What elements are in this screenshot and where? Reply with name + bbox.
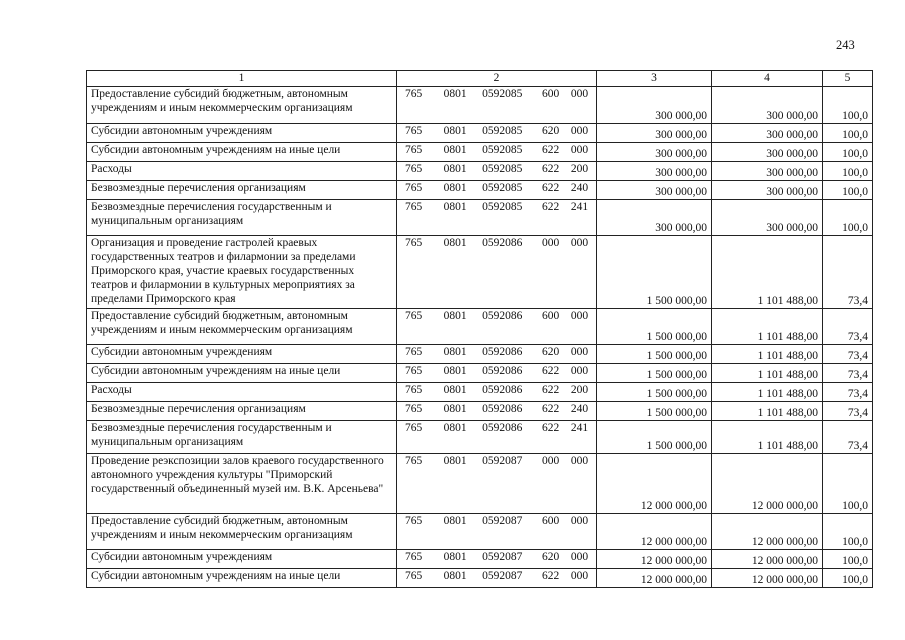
execution-percent: 73,4 [823,309,873,345]
section-code: 0801 [443,144,467,156]
table-row [87,421,873,454]
row-description: Субсидии автономным учреждениям на иные цели [87,569,397,588]
kosgu-code: 200 [570,163,589,175]
target-article-code: 0592085 [482,163,523,175]
row-description: Безвозмездные перечисления организациям [87,402,397,421]
table-row [87,550,873,569]
kosgu-code: 000 [570,455,589,467]
execution-percent: 100,0 [823,514,873,550]
table-row [87,181,873,200]
executed-amount: 12 000 000,00 [712,514,823,550]
table-row [87,143,873,162]
execution-percent: 73,4 [823,364,873,383]
execution-percent: 100,0 [823,143,873,162]
executed-amount: 12 000 000,00 [712,569,823,588]
ministry-code: 765 [405,201,423,213]
table-row [87,200,873,236]
row-codes [397,383,597,402]
planned-amount: 300 000,00 [597,181,712,200]
planned-amount: 1 500 000,00 [597,402,712,421]
executed-amount: 300 000,00 [712,143,823,162]
expense-type-code: 622 [541,570,560,582]
expense-type-code: 622 [541,163,560,175]
kosgu-code: 000 [570,125,589,137]
section-code: 0801 [443,125,467,137]
execution-percent: 100,0 [823,87,873,124]
planned-amount: 1 500 000,00 [597,364,712,383]
ministry-code: 765 [405,237,423,249]
header-col-4: 4 [712,71,823,87]
ministry-code: 765 [405,346,423,358]
target-article-code: 0592086 [482,422,523,434]
expense-type-code: 622 [541,422,560,434]
executed-amount: 300 000,00 [712,181,823,200]
target-article-code: 0592085 [482,201,523,213]
table-row [87,569,873,588]
row-description: Субсидии автономным учреждениям [87,124,397,143]
executed-amount: 1 101 488,00 [712,383,823,402]
kosgu-code: 240 [570,403,589,415]
planned-amount: 300 000,00 [597,143,712,162]
row-codes [397,345,597,364]
planned-amount: 1 500 000,00 [597,421,712,454]
section-code: 0801 [443,515,467,527]
kosgu-code: 241 [570,422,589,434]
execution-percent: 100,0 [823,124,873,143]
section-code: 0801 [443,310,467,322]
target-article-code: 0592086 [482,346,523,358]
section-code: 0801 [443,88,467,100]
ministry-code: 765 [405,182,423,194]
section-code: 0801 [443,201,467,213]
row-codes [397,421,597,454]
execution-percent: 73,4 [823,383,873,402]
table-row [87,345,873,364]
expense-type-code: 600 [541,310,560,322]
expense-type-code: 622 [541,365,560,377]
execution-percent: 100,0 [823,569,873,588]
expense-type-code: 000 [541,455,560,467]
execution-percent: 73,4 [823,345,873,364]
table-row [87,87,873,124]
executed-amount: 1 101 488,00 [712,421,823,454]
kosgu-code: 240 [570,182,589,194]
target-article-code: 0592087 [482,455,523,467]
ministry-code: 765 [405,422,423,434]
header-col-2: 2 [397,71,597,87]
header-col-3: 3 [597,71,712,87]
planned-amount: 12 000 000,00 [597,550,712,569]
row-codes [397,569,597,588]
row-codes [397,402,597,421]
section-code: 0801 [443,346,467,358]
row-description: Субсидии автономным учреждениям [87,345,397,364]
header-col-1: 1 [87,71,397,87]
kosgu-code: 000 [570,144,589,156]
executed-amount: 300 000,00 [712,200,823,236]
execution-percent: 73,4 [823,421,873,454]
target-article-code: 0592085 [482,182,523,194]
kosgu-code: 000 [570,570,589,582]
execution-percent: 100,0 [823,162,873,181]
executed-amount: 300 000,00 [712,87,823,124]
ministry-code: 765 [405,570,423,582]
target-article-code: 0592087 [482,515,523,527]
row-codes [397,364,597,383]
executed-amount: 1 101 488,00 [712,236,823,309]
ministry-code: 765 [405,551,423,563]
table-row [87,309,873,345]
section-code: 0801 [443,551,467,563]
row-description: Расходы [87,162,397,181]
expense-type-code: 622 [541,201,560,213]
execution-percent: 73,4 [823,402,873,421]
row-codes [397,454,597,514]
section-code: 0801 [443,455,467,467]
page-number: 243 [836,38,855,52]
row-description: Расходы [87,383,397,402]
executed-amount: 1 101 488,00 [712,364,823,383]
header-col-5: 5 [823,71,873,87]
execution-percent: 100,0 [823,181,873,200]
ministry-code: 765 [405,163,423,175]
budget-table [86,70,873,588]
planned-amount: 1 500 000,00 [597,309,712,345]
planned-amount: 300 000,00 [597,87,712,124]
row-description: Проведение реэкспозиции залов краевого государственного автономного учреждения культуры "Приморский государственный объединенный музей им. В.К. Арсеньева" [87,454,397,514]
expense-type-code: 620 [541,125,560,137]
expense-type-code: 622 [541,144,560,156]
row-description: Субсидии автономным учреждениям на иные цели [87,364,397,383]
expense-type-code: 000 [541,237,560,249]
row-description: Предоставление субсидий бюджетным, автономным учреждениям и иным некоммерческим организациям [87,309,397,345]
ministry-code: 765 [405,403,423,415]
row-codes [397,124,597,143]
planned-amount: 1 500 000,00 [597,236,712,309]
ministry-code: 765 [405,144,423,156]
executed-amount: 1 101 488,00 [712,309,823,345]
planned-amount: 300 000,00 [597,200,712,236]
planned-amount: 12 000 000,00 [597,569,712,588]
target-article-code: 0592086 [482,384,523,396]
table-header-row [87,71,873,87]
target-article-code: 0592086 [482,237,523,249]
section-code: 0801 [443,365,467,377]
planned-amount: 300 000,00 [597,124,712,143]
row-codes [397,514,597,550]
row-codes [397,143,597,162]
row-description: Организация и проведение гастролей краевых государственных театров и филармонии за пределами Приморского края, участие краевых государственных театров и филармонии в культурных мероприятиях за пределами Приморского края [87,236,397,309]
ministry-code: 765 [405,455,423,467]
table-row [87,454,873,514]
expense-type-code: 600 [541,515,560,527]
target-article-code: 0592085 [482,144,523,156]
section-code: 0801 [443,422,467,434]
execution-percent: 73,4 [823,236,873,309]
target-article-code: 0592086 [482,365,523,377]
executed-amount: 1 101 488,00 [712,345,823,364]
planned-amount: 300 000,00 [597,162,712,181]
expense-type-code: 622 [541,403,560,415]
target-article-code: 0592085 [482,88,523,100]
ministry-code: 765 [405,88,423,100]
execution-percent: 100,0 [823,550,873,569]
expense-type-code: 620 [541,551,560,563]
row-codes [397,550,597,569]
execution-percent: 100,0 [823,200,873,236]
executed-amount: 1 101 488,00 [712,402,823,421]
row-codes [397,87,597,124]
planned-amount: 12 000 000,00 [597,454,712,514]
ministry-code: 765 [405,384,423,396]
executed-amount: 300 000,00 [712,124,823,143]
expense-type-code: 600 [541,88,560,100]
planned-amount: 12 000 000,00 [597,514,712,550]
kosgu-code: 241 [570,201,589,213]
expense-type-code: 620 [541,346,560,358]
execution-percent: 100,0 [823,454,873,514]
kosgu-code: 000 [570,88,589,100]
section-code: 0801 [443,403,467,415]
ministry-code: 765 [405,515,423,527]
table-row [87,236,873,309]
kosgu-code: 200 [570,384,589,396]
table-row [87,364,873,383]
planned-amount: 1 500 000,00 [597,345,712,364]
target-article-code: 0592086 [482,403,523,415]
target-article-code: 0592085 [482,125,523,137]
table-row [87,514,873,550]
section-code: 0801 [443,163,467,175]
row-codes [397,309,597,345]
executed-amount: 300 000,00 [712,162,823,181]
row-codes [397,181,597,200]
kosgu-code: 000 [570,551,589,563]
kosgu-code: 000 [570,237,589,249]
ministry-code: 765 [405,125,423,137]
executed-amount: 12 000 000,00 [712,550,823,569]
row-description: Предоставление субсидий бюджетным, автономным учреждениям и иным некоммерческим организациям [87,514,397,550]
table-row [87,383,873,402]
table-row [87,162,873,181]
expense-type-code: 622 [541,384,560,396]
section-code: 0801 [443,570,467,582]
table-row [87,124,873,143]
row-description: Безвозмездные перечисления организациям [87,181,397,200]
ministry-code: 765 [405,365,423,377]
row-codes [397,200,597,236]
section-code: 0801 [443,182,467,194]
row-codes [397,236,597,309]
kosgu-code: 000 [570,515,589,527]
section-code: 0801 [443,237,467,249]
target-article-code: 0592086 [482,310,523,322]
row-description: Предоставление субсидий бюджетным, автономным учреждениям и иным некоммерческим организациям [87,87,397,124]
ministry-code: 765 [405,310,423,322]
row-description: Субсидии автономным учреждениям на иные цели [87,143,397,162]
executed-amount: 12 000 000,00 [712,454,823,514]
kosgu-code: 000 [570,310,589,322]
row-description: Безвозмездные перечисления государственным и муниципальным организациям [87,200,397,236]
expense-type-code: 622 [541,182,560,194]
kosgu-code: 000 [570,346,589,358]
planned-amount: 1 500 000,00 [597,383,712,402]
row-description: Безвозмездные перечисления государственным и муниципальным организациям [87,421,397,454]
section-code: 0801 [443,384,467,396]
kosgu-code: 000 [570,365,589,377]
row-description: Субсидии автономным учреждениям [87,550,397,569]
row-codes [397,162,597,181]
target-article-code: 0592087 [482,551,523,563]
target-article-code: 0592087 [482,570,523,582]
table-row [87,402,873,421]
